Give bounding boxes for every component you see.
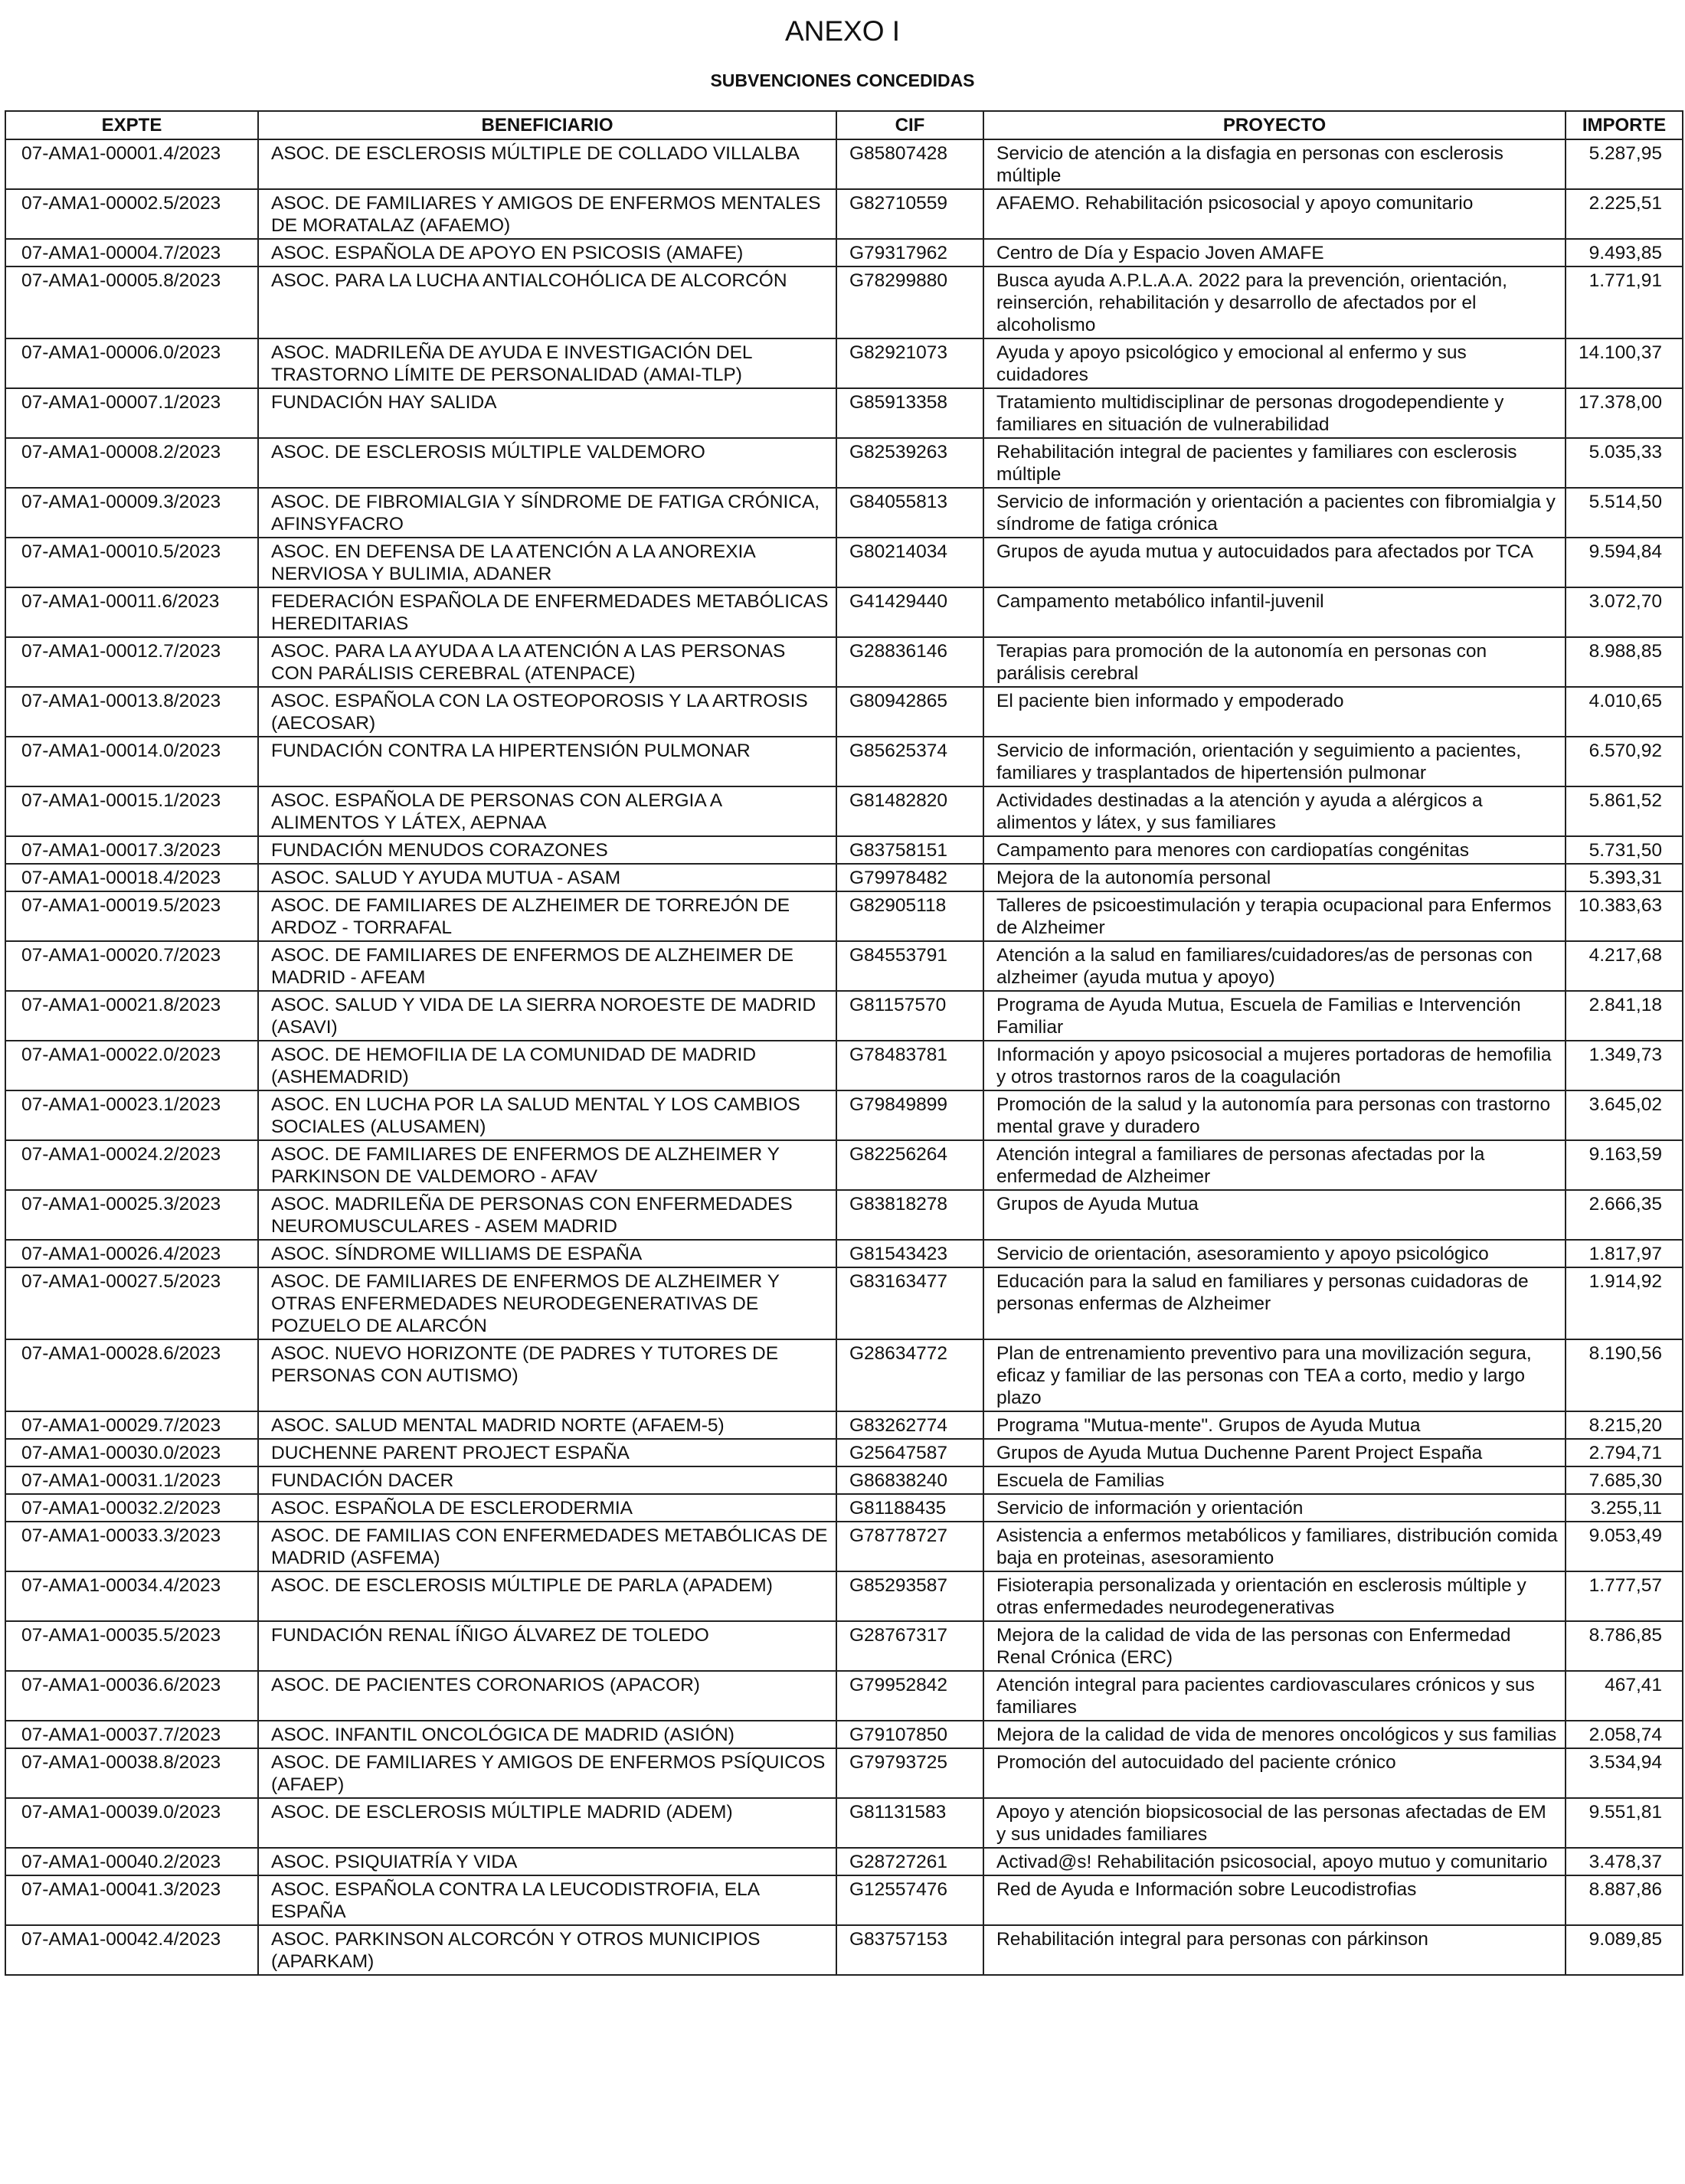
cell-proyecto: Fisioterapia personalizada y orientación en esclerosis múltiple y otras enfermedades neurodegenerativas	[983, 1571, 1566, 1621]
cell-proyecto: Servicio de atención a la disfagia en personas con esclerosis múltiple	[983, 139, 1566, 189]
cell-beneficiario: ASOC. PARA LA AYUDA A LA ATENCIÓN A LAS PERSONAS CON PARÁLISIS CEREBRAL (ATENPACE)	[258, 637, 836, 687]
cell-cif: G81543423	[836, 1240, 983, 1267]
cell-importe: 3.478,37	[1566, 1848, 1683, 1875]
cell-beneficiario: ASOC. DE FAMILIARES Y AMIGOS DE ENFERMOS PSÍQUICOS (AFAEP)	[258, 1748, 836, 1798]
cell-importe: 9.053,49	[1566, 1522, 1683, 1571]
cell-proyecto: Plan de entrenamiento preventivo para una movilización segura, eficaz y familiar de las personas con TEA a corto, medio y largo plazo	[983, 1339, 1566, 1411]
cell-importe: 9.163,59	[1566, 1140, 1683, 1190]
cell-expte: 07-AMA1-00021.8/2023	[5, 991, 258, 1041]
cell-proyecto: Grupos de ayuda mutua y autocuidados para afectados por TCA	[983, 538, 1566, 587]
cell-expte: 07-AMA1-00042.4/2023	[5, 1925, 258, 1975]
cell-expte: 07-AMA1-00040.2/2023	[5, 1848, 258, 1875]
cell-expte: 07-AMA1-00030.0/2023	[5, 1439, 258, 1466]
table-row	[5, 139, 1683, 189]
cell-expte: 07-AMA1-00027.5/2023	[5, 1267, 258, 1339]
cell-cif: G80214034	[836, 538, 983, 587]
cell-proyecto: AFAEMO. Rehabilitación psicosocial y apoyo comunitario	[983, 189, 1566, 239]
cell-expte: 07-AMA1-00028.6/2023	[5, 1339, 258, 1411]
cell-beneficiario: FEDERACIÓN ESPAÑOLA DE ENFERMEDADES METABÓLICAS HEREDITARIAS	[258, 587, 836, 637]
annex-title: ANEXO I	[784, 15, 901, 47]
table-row	[5, 438, 1683, 488]
cell-expte: 07-AMA1-00011.6/2023	[5, 587, 258, 637]
cell-proyecto: Asistencia a enfermos metabólicos y familiares, distribución comida baja en proteinas, asesoramiento	[983, 1522, 1566, 1571]
cell-importe: 1.349,73	[1566, 1041, 1683, 1090]
cell-importe: 9.089,85	[1566, 1925, 1683, 1975]
cell-expte: 07-AMA1-00019.5/2023	[5, 891, 258, 941]
cell-cif: G82921073	[836, 338, 983, 388]
cell-expte: 07-AMA1-00034.4/2023	[5, 1571, 258, 1621]
table-row	[5, 941, 1683, 991]
cell-beneficiario: ASOC. MADRILEÑA DE PERSONAS CON ENFERMEDADES NEUROMUSCULARES - ASEM MADRID	[258, 1190, 836, 1240]
cell-proyecto: Centro de Día y Espacio Joven AMAFE	[983, 239, 1566, 266]
cell-importe: 7.685,30	[1566, 1466, 1683, 1494]
cell-cif: G78483781	[836, 1041, 983, 1090]
cell-proyecto: Apoyo y atención biopsicosocial de las personas afectadas de EM y sus unidades familiares	[983, 1798, 1566, 1848]
header-proyecto: PROYECTO	[983, 111, 1566, 139]
cell-importe: 2.225,51	[1566, 189, 1683, 239]
cell-proyecto: Servicio de información y orientación a pacientes con fibromialgia y síndrome de fatiga crónica	[983, 488, 1566, 538]
cell-proyecto: Mejora de la calidad de vida de las personas con Enfermedad Renal Crónica (ERC)	[983, 1621, 1566, 1671]
table-row	[5, 1875, 1683, 1925]
cell-expte: 07-AMA1-00038.8/2023	[5, 1748, 258, 1798]
cell-expte: 07-AMA1-00036.6/2023	[5, 1671, 258, 1721]
table-row	[5, 1848, 1683, 1875]
cell-beneficiario: FUNDACIÓN HAY SALIDA	[258, 388, 836, 438]
table-row	[5, 1411, 1683, 1439]
cell-expte: 07-AMA1-00039.0/2023	[5, 1798, 258, 1848]
cell-cif: G28836146	[836, 637, 983, 687]
cell-importe: 5.861,52	[1566, 786, 1683, 836]
table-row	[5, 1140, 1683, 1190]
cell-importe: 5.731,50	[1566, 836, 1683, 864]
cell-beneficiario: ASOC. ESPAÑOLA DE PERSONAS CON ALERGIA A ALIMENTOS Y LÁTEX, AEPNAA	[258, 786, 836, 836]
cell-cif: G81157570	[836, 991, 983, 1041]
table-row	[5, 1339, 1683, 1411]
cell-beneficiario: ASOC. DE FIBROMIALGIA Y SÍNDROME DE FATIGA CRÓNICA, AFINSYFACRO	[258, 488, 836, 538]
cell-cif: G78299880	[836, 266, 983, 338]
cell-beneficiario: ASOC. ESPAÑOLA DE ESCLERODERMIA	[258, 1494, 836, 1522]
cell-cif: G83163477	[836, 1267, 983, 1339]
cell-proyecto: Servicio de información y orientación	[983, 1494, 1566, 1522]
cell-beneficiario: FUNDACIÓN MENUDOS CORAZONES	[258, 836, 836, 864]
header-cif: CIF	[836, 111, 983, 139]
cell-cif: G80942865	[836, 687, 983, 737]
cell-importe: 2.841,18	[1566, 991, 1683, 1041]
cell-expte: 07-AMA1-00031.1/2023	[5, 1466, 258, 1494]
cell-importe: 3.072,70	[1566, 587, 1683, 637]
cell-cif: G83757153	[836, 1925, 983, 1975]
cell-cif: G28727261	[836, 1848, 983, 1875]
cell-expte: 07-AMA1-00004.7/2023	[5, 239, 258, 266]
cell-beneficiario: ASOC. DE ESCLEROSIS MÚLTIPLE DE PARLA (APADEM)	[258, 1571, 836, 1621]
cell-importe: 8.988,85	[1566, 637, 1683, 687]
table-row	[5, 538, 1683, 587]
cell-proyecto: Activad@s! Rehabilitación psicosocial, apoyo mutuo y comunitario	[983, 1848, 1566, 1875]
cell-cif: G79849899	[836, 1090, 983, 1140]
cell-proyecto: Promoción de la salud y la autonomía para personas con trastorno mental grave y duradero	[983, 1090, 1566, 1140]
grants-table	[5, 110, 1683, 1976]
table-row	[5, 1041, 1683, 1090]
table-row	[5, 991, 1683, 1041]
cell-cif: G82539263	[836, 438, 983, 488]
cell-proyecto: Busca ayuda A.P.L.A.A. 2022 para la prevención, orientación, reinserción, rehabilitación y desarrollo de afectados por el alcoholismo	[983, 266, 1566, 338]
cell-proyecto: Servicio de orientación, asesoramiento y apoyo psicológico	[983, 1240, 1566, 1267]
cell-expte: 07-AMA1-00020.7/2023	[5, 941, 258, 991]
cell-proyecto: Atención a la salud en familiares/cuidadores/as de personas con alzheimer (ayuda mutua y apoyo)	[983, 941, 1566, 991]
cell-beneficiario: ASOC. PARA LA LUCHA ANTIALCOHÓLICA DE ALCORCÓN	[258, 266, 836, 338]
table-row	[5, 1671, 1683, 1721]
table-row	[5, 1090, 1683, 1140]
cell-cif: G79793725	[836, 1748, 983, 1798]
cell-cif: G85293587	[836, 1571, 983, 1621]
cell-expte: 07-AMA1-00017.3/2023	[5, 836, 258, 864]
cell-beneficiario: ASOC. DE FAMILIARES DE ENFERMOS DE ALZHEIMER Y OTRAS ENFERMEDADES NEURODEGENERATIVAS DE POZUELO DE ALARCÓN	[258, 1267, 836, 1339]
table-row	[5, 189, 1683, 239]
table-row	[5, 1267, 1683, 1339]
cell-beneficiario: ASOC. DE FAMILIARES Y AMIGOS DE ENFERMOS MENTALES DE MORATALAZ (AFAEMO)	[258, 189, 836, 239]
table-row	[5, 1721, 1683, 1748]
cell-beneficiario: ASOC. EN LUCHA POR LA SALUD MENTAL Y LOS CAMBIOS SOCIALES (ALUSAMEN)	[258, 1090, 836, 1140]
table-row	[5, 239, 1683, 266]
cell-proyecto: Grupos de Ayuda Mutua	[983, 1190, 1566, 1240]
cell-beneficiario: ASOC. PARKINSON ALCORCÓN Y OTROS MUNICIPIOS (APARKAM)	[258, 1925, 836, 1975]
cell-importe: 3.255,11	[1566, 1494, 1683, 1522]
cell-beneficiario: ASOC. EN DEFENSA DE LA ATENCIÓN A LA ANOREXIA NERVIOSA Y BULIMIA, ADANER	[258, 538, 836, 587]
cell-importe: 1.777,57	[1566, 1571, 1683, 1621]
cell-proyecto: Terapias para promoción de la autonomía en personas con parálisis cerebral	[983, 637, 1566, 687]
cell-importe: 10.383,63	[1566, 891, 1683, 941]
cell-beneficiario: ASOC. SALUD Y VIDA DE LA SIERRA NOROESTE DE MADRID (ASAVI)	[258, 991, 836, 1041]
cell-cif: G83262774	[836, 1411, 983, 1439]
cell-expte: 07-AMA1-00009.3/2023	[5, 488, 258, 538]
table-row	[5, 1925, 1683, 1975]
cell-importe: 1.817,97	[1566, 1240, 1683, 1267]
cell-cif: G86838240	[836, 1466, 983, 1494]
cell-expte: 07-AMA1-00025.3/2023	[5, 1190, 258, 1240]
cell-cif: G28634772	[836, 1339, 983, 1411]
cell-cif: G25647587	[836, 1439, 983, 1466]
cell-importe: 6.570,92	[1566, 737, 1683, 786]
cell-beneficiario: ASOC. DE FAMILIARES DE ENFERMOS DE ALZHEIMER DE MADRID - AFEAM	[258, 941, 836, 991]
cell-cif: G84055813	[836, 488, 983, 538]
cell-cif: G81131583	[836, 1798, 983, 1848]
table-row	[5, 338, 1683, 388]
cell-proyecto: Ayuda y apoyo psicológico y emocional al enfermo y sus cuidadores	[983, 338, 1566, 388]
cell-beneficiario: FUNDACIÓN CONTRA LA HIPERTENSIÓN PULMONAR	[258, 737, 836, 786]
cell-beneficiario: ASOC. DE PACIENTES CORONARIOS (APACOR)	[258, 1671, 836, 1721]
table-row	[5, 637, 1683, 687]
table-row	[5, 488, 1683, 538]
cell-beneficiario: ASOC. DE ESCLEROSIS MÚLTIPLE MADRID (ADEM)	[258, 1798, 836, 1848]
cell-expte: 07-AMA1-00029.7/2023	[5, 1411, 258, 1439]
cell-importe: 17.378,00	[1566, 388, 1683, 438]
annex-subtitle: SUBVENCIONES CONCEDIDAS	[710, 70, 975, 90]
cell-cif: G82710559	[836, 189, 983, 239]
cell-proyecto: Programa "Mutua-mente". Grupos de Ayuda Mutua	[983, 1411, 1566, 1439]
cell-cif: G79317962	[836, 239, 983, 266]
cell-proyecto: Tratamiento multidisciplinar de personas drogodependiente y familiares en situación de vulnerabilidad	[983, 388, 1566, 438]
header-expte: EXPTE	[5, 111, 258, 139]
cell-proyecto: Campamento para menores con cardiopatías congénitas	[983, 836, 1566, 864]
cell-beneficiario: ASOC. NUEVO HORIZONTE (DE PADRES Y TUTORES DE PERSONAS CON AUTISMO)	[258, 1339, 836, 1411]
cell-proyecto: Grupos de Ayuda Mutua Duchenne Parent Project España	[983, 1439, 1566, 1466]
cell-importe: 8.887,86	[1566, 1875, 1683, 1925]
cell-beneficiario: ASOC. SALUD Y AYUDA MUTUA - ASAM	[258, 864, 836, 891]
cell-importe: 8.215,20	[1566, 1411, 1683, 1439]
cell-cif: G82905118	[836, 891, 983, 941]
cell-beneficiario: ASOC. MADRILEÑA DE AYUDA E INVESTIGACIÓN DEL TRASTORNO LÍMITE DE PERSONALIDAD (AMAI-TLP)	[258, 338, 836, 388]
cell-beneficiario: ASOC. DE ESCLEROSIS MÚLTIPLE VALDEMORO	[258, 438, 836, 488]
cell-cif: G85807428	[836, 139, 983, 189]
cell-beneficiario: ASOC. INFANTIL ONCOLÓGICA DE MADRID (ASIÓN)	[258, 1721, 836, 1748]
cell-expte: 07-AMA1-00024.2/2023	[5, 1140, 258, 1190]
cell-beneficiario: ASOC. DE FAMILIAS CON ENFERMEDADES METABÓLICAS DE MADRID (ASFEMA)	[258, 1522, 836, 1571]
table-row	[5, 891, 1683, 941]
cell-expte: 07-AMA1-00033.3/2023	[5, 1522, 258, 1571]
cell-cif: G81482820	[836, 786, 983, 836]
header-beneficiario: BENEFICIARIO	[258, 111, 836, 139]
cell-cif: G78778727	[836, 1522, 983, 1571]
cell-beneficiario: ASOC. DE HEMOFILIA DE LA COMUNIDAD DE MADRID (ASHEMADRID)	[258, 1041, 836, 1090]
table-row	[5, 1494, 1683, 1522]
table-body	[5, 139, 1683, 1975]
table-row	[5, 687, 1683, 737]
cell-cif: G12557476	[836, 1875, 983, 1925]
table-row	[5, 1466, 1683, 1494]
cell-proyecto: Actividades destinadas a la atención y ayuda a alérgicos a alimentos y látex, y sus familiares	[983, 786, 1566, 836]
cell-beneficiario: ASOC. PSIQUIATRÍA Y VIDA	[258, 1848, 836, 1875]
cell-cif: G85625374	[836, 737, 983, 786]
cell-beneficiario: ASOC. ESPAÑOLA DE APOYO EN PSICOSIS (AMAFE)	[258, 239, 836, 266]
cell-importe: 4.217,68	[1566, 941, 1683, 991]
cell-beneficiario: ASOC. ESPAÑOLA CONTRA LA LEUCODISTROFIA, ELA ESPAÑA	[258, 1875, 836, 1925]
cell-expte: 07-AMA1-00012.7/2023	[5, 637, 258, 687]
cell-expte: 07-AMA1-00001.4/2023	[5, 139, 258, 189]
cell-cif: G81188435	[836, 1494, 983, 1522]
cell-proyecto: Información y apoyo psicosocial a mujeres portadoras de hemofilia y otros trastornos raros de la coagulación	[983, 1041, 1566, 1090]
table-row	[5, 266, 1683, 338]
cell-proyecto: Atención integral a familiares de personas afectadas por la enfermedad de Alzheimer	[983, 1140, 1566, 1190]
cell-beneficiario: ASOC. DE FAMILIARES DE ENFERMOS DE ALZHEIMER Y PARKINSON DE VALDEMORO - AFAV	[258, 1140, 836, 1190]
cell-expte: 07-AMA1-00015.1/2023	[5, 786, 258, 836]
table-row	[5, 737, 1683, 786]
cell-proyecto: Atención integral para pacientes cardiovasculares crónicos y sus familiares	[983, 1671, 1566, 1721]
cell-beneficiario: ASOC. SALUD MENTAL MADRID NORTE (AFAEM-5)	[258, 1411, 836, 1439]
table-row	[5, 786, 1683, 836]
table-row	[5, 587, 1683, 637]
cell-cif: G83818278	[836, 1190, 983, 1240]
table-row	[5, 1439, 1683, 1466]
table-row	[5, 388, 1683, 438]
cell-importe: 5.035,33	[1566, 438, 1683, 488]
table-row	[5, 1240, 1683, 1267]
cell-importe: 1.914,92	[1566, 1267, 1683, 1339]
cell-expte: 07-AMA1-00014.0/2023	[5, 737, 258, 786]
cell-proyecto: Campamento metabólico infantil-juvenil	[983, 587, 1566, 637]
cell-expte: 07-AMA1-00008.2/2023	[5, 438, 258, 488]
cell-beneficiario: ASOC. DE ESCLEROSIS MÚLTIPLE DE COLLADO VILLALBA	[258, 139, 836, 189]
cell-importe: 3.534,94	[1566, 1748, 1683, 1798]
table-row	[5, 864, 1683, 891]
cell-cif: G79107850	[836, 1721, 983, 1748]
cell-importe: 3.645,02	[1566, 1090, 1683, 1140]
cell-expte: 07-AMA1-00037.7/2023	[5, 1721, 258, 1748]
table-header-row	[5, 111, 1683, 139]
cell-importe: 2.666,35	[1566, 1190, 1683, 1240]
cell-proyecto: Talleres de psicoestimulación y terapia ocupacional para Enfermos de Alzheimer	[983, 891, 1566, 941]
cell-expte: 07-AMA1-00026.4/2023	[5, 1240, 258, 1267]
cell-expte: 07-AMA1-00006.0/2023	[5, 338, 258, 388]
cell-expte: 07-AMA1-00041.3/2023	[5, 1875, 258, 1925]
header-importe: IMPORTE	[1566, 111, 1683, 139]
cell-proyecto: Escuela de Familias	[983, 1466, 1566, 1494]
cell-expte: 07-AMA1-00005.8/2023	[5, 266, 258, 338]
cell-proyecto: Red de Ayuda e Información sobre Leucodistrofias	[983, 1875, 1566, 1925]
cell-importe: 5.514,50	[1566, 488, 1683, 538]
cell-expte: 07-AMA1-00022.0/2023	[5, 1041, 258, 1090]
cell-proyecto: Mejora de la autonomía personal	[983, 864, 1566, 891]
cell-importe: 9.594,84	[1566, 538, 1683, 587]
cell-cif: G83758151	[836, 836, 983, 864]
cell-proyecto: Educación para la salud en familiares y personas cuidadoras de personas enfermas de Alzheimer	[983, 1267, 1566, 1339]
cell-importe: 2.794,71	[1566, 1439, 1683, 1466]
table-row	[5, 1571, 1683, 1621]
cell-importe: 5.393,31	[1566, 864, 1683, 891]
cell-expte: 07-AMA1-00035.5/2023	[5, 1621, 258, 1671]
cell-importe: 8.786,85	[1566, 1621, 1683, 1671]
cell-proyecto: Promoción del autocuidado del paciente crónico	[983, 1748, 1566, 1798]
cell-expte: 07-AMA1-00013.8/2023	[5, 687, 258, 737]
cell-beneficiario: ASOC. ESPAÑOLA CON LA OSTEOPOROSIS Y LA ARTROSIS (AECOSAR)	[258, 687, 836, 737]
cell-cif: G85913358	[836, 388, 983, 438]
cell-proyecto: Rehabilitación integral de pacientes y familiares con esclerosis múltiple	[983, 438, 1566, 488]
table-row	[5, 1621, 1683, 1671]
cell-cif: G41429440	[836, 587, 983, 637]
cell-beneficiario: ASOC. SÍNDROME WILLIAMS DE ESPAÑA	[258, 1240, 836, 1267]
cell-cif: G84553791	[836, 941, 983, 991]
cell-cif: G79978482	[836, 864, 983, 891]
cell-importe: 8.190,56	[1566, 1339, 1683, 1411]
cell-beneficiario: DUCHENNE PARENT PROJECT ESPAÑA	[258, 1439, 836, 1466]
cell-expte: 07-AMA1-00007.1/2023	[5, 388, 258, 438]
cell-proyecto: Mejora de la calidad de vida de menores oncológicos y sus familias	[983, 1721, 1566, 1748]
cell-importe: 1.771,91	[1566, 266, 1683, 338]
cell-proyecto: Servicio de información, orientación y seguimiento a pacientes, familiares y trasplantados de hipertensión pulmonar	[983, 737, 1566, 786]
cell-importe: 9.551,81	[1566, 1798, 1683, 1848]
table-row	[5, 1190, 1683, 1240]
table-row	[5, 1748, 1683, 1798]
cell-expte: 07-AMA1-00032.2/2023	[5, 1494, 258, 1522]
cell-beneficiario: FUNDACIÓN RENAL ÍÑIGO ÁLVAREZ DE TOLEDO	[258, 1621, 836, 1671]
cell-expte: 07-AMA1-00023.1/2023	[5, 1090, 258, 1140]
table-row	[5, 1798, 1683, 1848]
cell-beneficiario: ASOC. DE FAMILIARES DE ALZHEIMER DE TORREJÓN DE ARDOZ - TORRAFAL	[258, 891, 836, 941]
cell-importe: 14.100,37	[1566, 338, 1683, 388]
cell-cif: G28767317	[836, 1621, 983, 1671]
cell-expte: 07-AMA1-00002.5/2023	[5, 189, 258, 239]
cell-proyecto: Programa de Ayuda Mutua, Escuela de Familias e Intervención Familiar	[983, 991, 1566, 1041]
cell-proyecto: Rehabilitación integral para personas con párkinson	[983, 1925, 1566, 1975]
cell-beneficiario: FUNDACIÓN DACER	[258, 1466, 836, 1494]
cell-expte: 07-AMA1-00010.5/2023	[5, 538, 258, 587]
table-row	[5, 836, 1683, 864]
cell-importe: 5.287,95	[1566, 139, 1683, 189]
cell-importe: 2.058,74	[1566, 1721, 1683, 1748]
cell-expte: 07-AMA1-00018.4/2023	[5, 864, 258, 891]
table-row	[5, 1522, 1683, 1571]
cell-importe: 9.493,85	[1566, 239, 1683, 266]
cell-importe: 4.010,65	[1566, 687, 1683, 737]
cell-importe: 467,41	[1566, 1671, 1683, 1721]
cell-cif: G82256264	[836, 1140, 983, 1190]
cell-cif: G79952842	[836, 1671, 983, 1721]
cell-proyecto: El paciente bien informado y empoderado	[983, 687, 1566, 737]
